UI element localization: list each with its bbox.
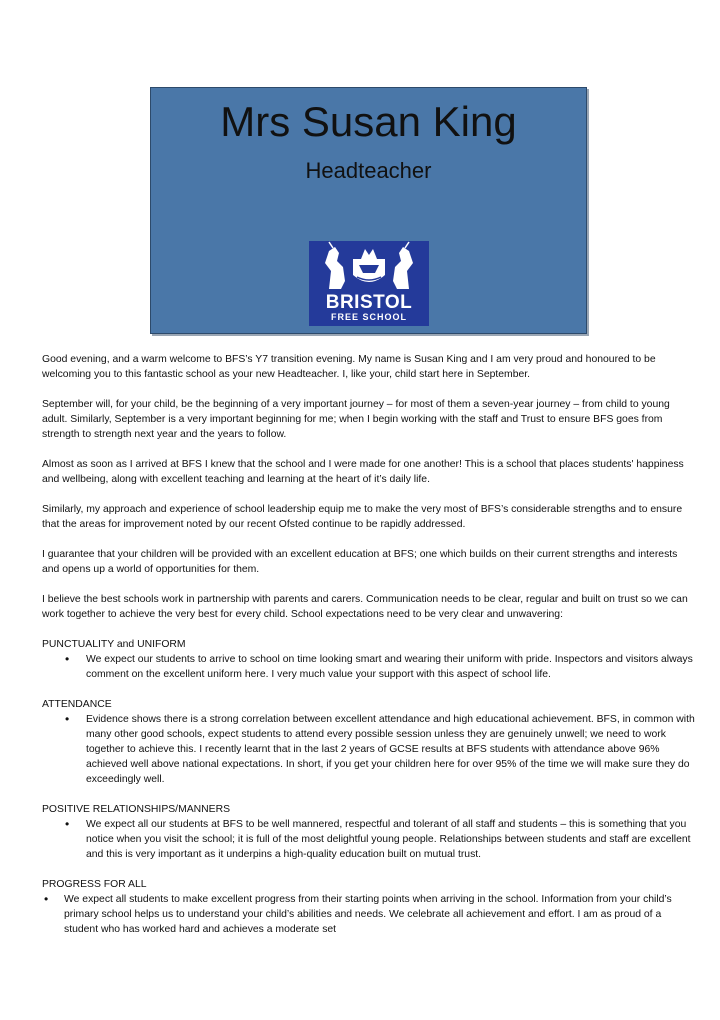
- list-item: • We expect our students to arrive to school on time looking smart and wearing their uniform with pride. Inspectors and visitors always comment on the excellent uniform here. I very much value your support with this aspect of school life.: [42, 652, 697, 682]
- bullet-list: [42, 817, 697, 862]
- bullet-list: [42, 652, 697, 682]
- paragraph: I guarantee that your children will be provided with an excellent education at BFS; one which builds on their current strengths and interests and opens up a world of opportunities for them.: [42, 549, 678, 575]
- logo-title: BRISTOL: [325, 292, 413, 313]
- list-item: • We expect all students to make excellent progress from their starting points when arriving in the school. Information from your child’s primary school helps us to understand your child’s abilities and needs. We celebrate all achievement and effort. I am as proud of a student who has worked hard and achieves a moderate set: [42, 892, 697, 937]
- bullet-list: [42, 892, 697, 937]
- unicorn-crest-icon: [309, 241, 429, 293]
- paragraph: September will, for your child, be the beginning of a very important journey – for most of them a seven-year journey – from child to young adult. Similarly, September is a very important beginning for me; when I begin working with the staff and Trust to ensure BFS goes from strength to strength next year and the years to follow.: [42, 399, 670, 440]
- headteacher-role: Headteacher: [305, 158, 432, 183]
- headteacher-name: Mrs Susan King: [220, 98, 517, 145]
- paragraph: Similarly, my approach and experience of school leadership equip me to make the very most of BFS’s considerable strengths and to ensure that the areas for improvement noted by our recent Ofsted continue to be rapidly addressed.: [42, 504, 683, 530]
- paragraph: I believe the best schools work in partnership with parents and carers. Communication needs to be clear, regular and built on trust so we can work together to achieve the very best for every child. School expectations need to be very clear and unwavering:: [42, 594, 688, 620]
- bullet-list: [42, 712, 697, 787]
- paragraph: Almost as soon as I arrived at BFS I knew that the school and I were made for one another! This is a school that places students' happiness and wellbeing, along with excellent teaching and learning at the heart of it’s daily life.: [42, 459, 684, 485]
- school-logo: [309, 241, 429, 326]
- section-heading-punctuality: PUNCTUALITY and UNIFORM: [42, 639, 186, 650]
- section-heading-progress: PROGRESS FOR ALL: [42, 879, 147, 890]
- list-item: • Evidence shows there is a strong correlation between excellent attendance and high educational achievement. BFS, in common with many other good schools, expect students to attend every possible session unless they are genuinely unwell; we need to work together to achieve this. I recently learnt that in the last 2 years of GCSE results at BFS students with attendance above 96% achieved well above national expectations. In short, if you get your children here for over 95% of the time we will make sure they do exceedingly well.: [42, 712, 697, 787]
- section-heading-relationships: POSITIVE RELATIONSHIPS/MANNERS: [42, 804, 231, 815]
- list-item: • We expect all our students at BFS to be well mannered, respectful and tolerant of all staff and students – this is something that you notice when you visit the school; it is full of the most delightful young people. Relationships between students and staff are excellent and this is very important as it underpins a high-quality education built on mutual trust.: [42, 817, 697, 862]
- letter-body: [42, 352, 697, 952]
- logo-subtitle: FREE SCHOOL: [330, 312, 407, 322]
- paragraph: Good evening, and a warm welcome to BFS’s Y7 transition evening. My name is Susan King and I am very proud and honoured to be welcoming you to this fantastic school as your new Headteacher. I, like your, child start here in September.: [42, 354, 656, 380]
- section-heading-attendance: ATTENDANCE: [42, 699, 112, 710]
- header-banner: [150, 87, 587, 334]
